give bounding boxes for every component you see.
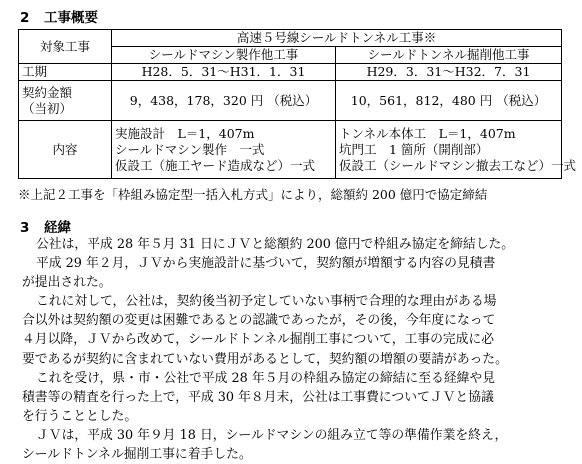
content-col1-line: シールドマシン製作 一式 — [115, 141, 265, 157]
section-2-number: 2 — [20, 10, 30, 26]
body-line: 合以外は契約額の変更は困難であるとの認識であったが，その後，今年度になって — [22, 313, 496, 329]
section-3-title: 経緯 — [44, 220, 71, 236]
section-3-heading — [20, 216, 71, 236]
table-row-amount — [19, 81, 562, 121]
body-line: 公社は，平成 28 年５月 31 日にＪＶと総額約 200 億円で枠組み協定を締結した。 — [36, 237, 515, 252]
content-col1-line: 実施設計 L＝1，407m — [115, 125, 255, 141]
content-col2-line: トンネル本体工 L＝1，407m — [339, 125, 516, 141]
body-line: が提出された。 — [22, 275, 112, 291]
amount-col1-cell: 9，438，178，320 円 （税込） — [112, 81, 336, 121]
table-row-header — [19, 30, 562, 47]
amount-label-cell — [19, 81, 112, 121]
project-title-cell: 高速５号線シールドトンネル工事※ — [112, 30, 562, 47]
body-line: これに対して，公社は，契約後当初予定していない事柄で合理的な理由がある場 — [36, 294, 497, 310]
content-col2-cell — [336, 121, 576, 179]
content-col2-line: 仮設工（シールドマシン撤去工など）一式 — [339, 157, 576, 173]
table-footnote: ※上記２工事を「枠組み協定型一括入札方式」により，総額約 200 億円で協定締結 — [18, 187, 488, 202]
section-3-number: 3 — [20, 220, 30, 236]
table-row-content — [19, 121, 562, 179]
body-line: 要であるが契約に含まれていない費用があるとして，契約額の増額の要請があった。 — [22, 351, 508, 367]
content-col1-cell — [112, 121, 336, 179]
content-col1-line: 仮設工（施工ヤード造成など）一式 — [115, 157, 316, 173]
table-row-period — [19, 64, 562, 81]
col2-title-cell: シールドトンネル掘削他工事 — [336, 47, 562, 64]
body-line: ４月以降，ＪＶから改めて，シールドトンネル掘削工事について，工事の完成に必 — [22, 332, 495, 348]
period-col2-cell: H29．3．31〜H32．7．31 — [336, 64, 562, 81]
section-2-heading — [20, 6, 98, 26]
body-line: を行うこととした。 — [22, 408, 138, 424]
content-label-cell: 内容 — [19, 121, 112, 179]
amount-label-line-2: （当初） — [22, 100, 73, 116]
section-3-body — [22, 235, 562, 464]
period-label-cell: 工期 — [19, 64, 112, 81]
project-overview-table — [18, 29, 576, 179]
section-2-title: 工事概要 — [44, 10, 98, 26]
body-line: シールドトンネル掘削工事に着手した。 — [22, 447, 252, 463]
amount-col2-cell: 10，561，812，480 円 （税込） — [336, 81, 562, 121]
period-col1-cell: H28．5．31〜H31．1．31 — [112, 64, 336, 81]
header-label-cell: 対象工事 — [19, 30, 112, 64]
body-line: 積書等の精査を行った上で，平成 30 年８月末，公社は工事費についてＪＶと協議 — [22, 389, 494, 405]
col1-title-cell: シールドマシン製作他工事 — [112, 47, 336, 64]
amount-label-line-1: 契約金額 — [22, 84, 73, 100]
body-line: 平成 29 年２月，ＪＶから実施設計に基づいて，契約額が増額する内容の見積書 — [36, 256, 496, 272]
content-col2-line: 坑門工 1 箇所（開削部） — [339, 141, 489, 157]
body-line: ＪＶは，平成 30 年９月 18 日，シールドマシンの組み立て等の準備作業を終え， — [36, 427, 508, 443]
body-line: これを受け，県・市・公社で平成 28 年５月の枠組み協定の締結に至る経緯や見 — [36, 370, 496, 386]
